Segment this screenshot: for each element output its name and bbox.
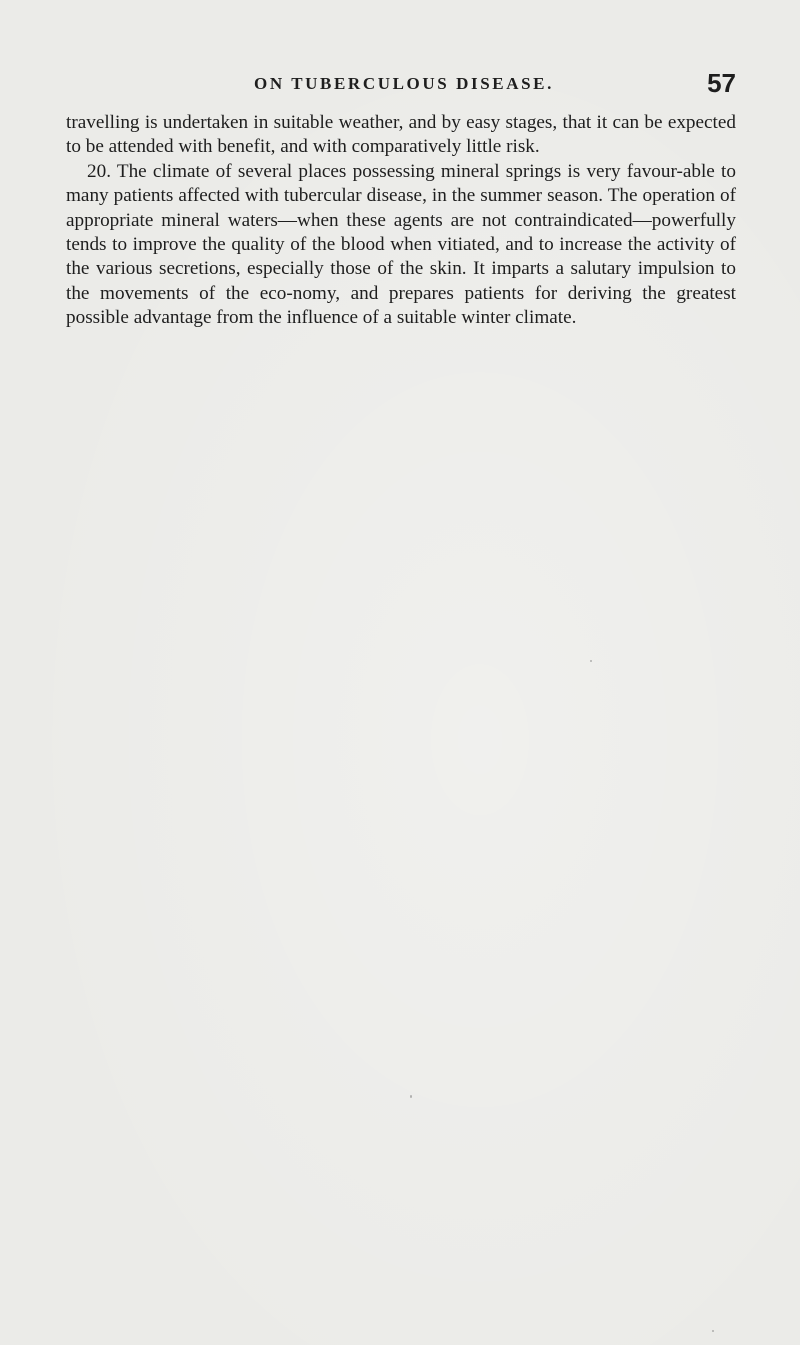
running-title: ON TUBERCULOUS DISEASE. — [254, 74, 554, 93]
scan-speck — [410, 1095, 412, 1098]
page-number: 57 — [707, 68, 736, 98]
body-text — [66, 111, 736, 331]
scan-speck — [590, 660, 592, 662]
running-head — [66, 68, 736, 100]
paragraph: travelling is undertaken in suitable weather, and by easy stages, that it can be expected to be attended with benefit, and with comparatively little risk. — [66, 112, 736, 158]
scan-speck — [712, 1330, 714, 1332]
paragraph: 20. The climate of several places possessing mineral springs is very favour-able to many patients affected with tubercular disease, in the summer season. The operation of appropriate mineral waters—when these agents are not contraindicated—powerfully tends to improve the quality of the blood when vitiated, and to increase the activity of the various secretions, especially those of the skin. It imparts a salutary impulsion to the movements of the eco-nomy, and prepares patients for deriving the greatest possible advantage from the influence of a suitable winter climate. — [66, 160, 736, 329]
